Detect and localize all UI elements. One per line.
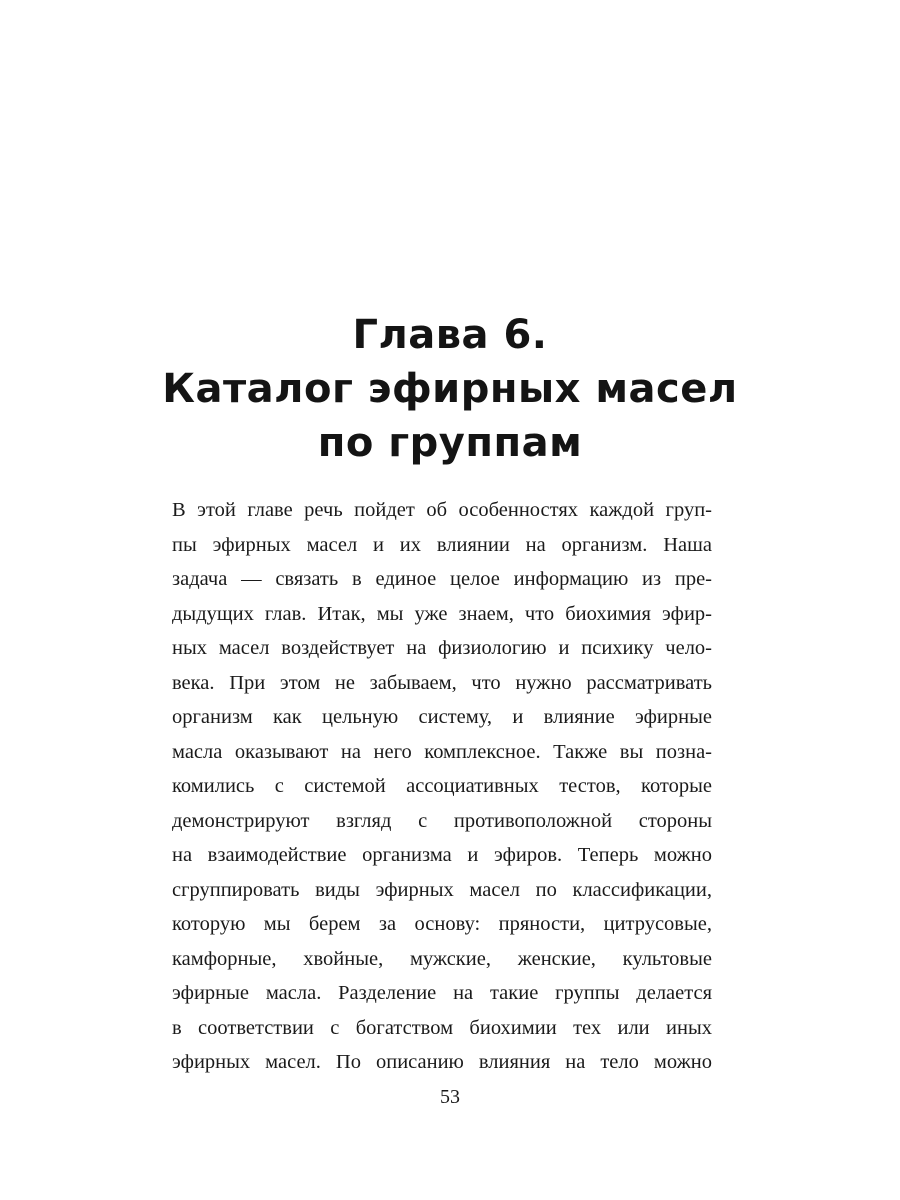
text-line: эфирные масла. Разделение на такие группы делается xyxy=(172,982,712,1004)
text-line: на взаимодействие организма и эфиров. Теперь можно xyxy=(172,844,712,866)
text-line: века. При этом не забываем, что нужно рассматривать xyxy=(172,671,712,694)
text-line: В этой главе речь пойдет об особенностях каждой груп- xyxy=(172,499,712,521)
text-line: комились с системой ассоциативных тестов, которые xyxy=(172,775,712,797)
text-line: задача — связать в единое целое информацию из пре- xyxy=(172,568,712,590)
page-number: 53 xyxy=(440,1086,460,1108)
text-line: демонстрируют взгляд с противоположной стороны xyxy=(172,809,712,832)
text-line: сгруппировать виды эфирных масел по классификации, xyxy=(172,878,712,901)
text-line: ных масел воздействует на физиологию и психику чело- xyxy=(172,637,712,659)
text-line: дыдущих глав. Итак, мы уже знаем, что биохимия эфир- xyxy=(172,602,712,625)
text-line: организм как цельную систему, и влияние эфирные xyxy=(172,706,712,728)
chapter-title xyxy=(0,308,900,470)
chapter-title-line-3: по группам xyxy=(317,420,583,466)
text-line: эфирных масел. По описанию влияния на тело можно xyxy=(172,1051,712,1073)
text-line: камфорные, хвойные, мужские, женские, культовые xyxy=(172,947,712,970)
text-line: которую мы берем за основу: пряности, цитрусовые, xyxy=(172,913,712,935)
body-paragraph xyxy=(172,493,712,1080)
text-line: в соответствии с богатством биохимии тех или иных xyxy=(172,1016,712,1039)
chapter-title-line-1: Глава 6. xyxy=(352,312,548,358)
text-line: масла оказывают на него комплексное. Также вы позна- xyxy=(172,740,712,763)
text-line: пы эфирных масел и их влиянии на организм. Наша xyxy=(172,533,712,556)
chapter-title-line-2: Каталог эфирных масел xyxy=(162,366,738,412)
